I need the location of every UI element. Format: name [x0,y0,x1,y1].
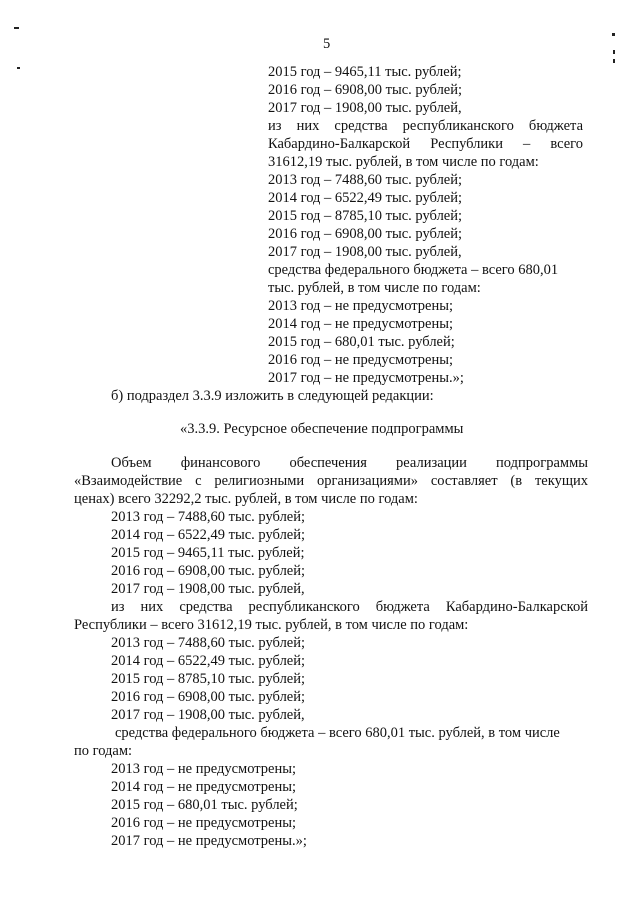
years3-line-4: 2016 год – не предусмотрены; [111,815,297,831]
years1-line-5: 2017 год – 1908,00 тыс. рублей, [111,581,305,597]
years3-line-5: 2017 год – не предусмотрены.»; [111,833,307,849]
years2-line-5: 2017 год – 1908,00 тыс. рублей, [111,707,305,723]
para1-line-2: «Взаимодействие с религиозными организациями» составляет (в текущих [74,473,588,489]
upper-line-9: 2015 год – 8785,10 тыс. рублей; [268,208,463,224]
years1-line-1: 2013 год – 7488,60 тыс. рублей; [111,509,306,525]
years1-line-3: 2015 год – 9465,11 тыс. рублей; [111,545,305,561]
years1-line-4: 2016 год – 6908,00 тыс. рублей; [111,563,306,579]
amendment-instruction: б) подраздел 3.3.9 изложить в следующей редакции: [111,388,434,404]
years1-line-2: 2014 год – 6522,49 тыс. рублей; [111,527,306,543]
upper-line-5: Кабардино-Балкарской Республики – всего [268,136,583,152]
upper-line-17: 2016 год – не предусмотрены; [268,352,454,368]
upper-line-3: 2017 год – 1908,00 тыс. рублей, [268,100,462,116]
upper-line-1: 2015 год – 9465,11 тыс. рублей; [268,64,462,80]
upper-line-7: 2013 год – 7488,60 тыс. рублей; [268,172,463,188]
upper-line-15: 2014 год – не предусмотрены; [268,316,454,332]
years2-line-4: 2016 год – 6908,00 тыс. рублей; [111,689,306,705]
scan-mark [613,59,615,63]
years3-line-3: 2015 год – 680,01 тыс. рублей; [111,797,298,813]
upper-line-6: 31612,19 тыс. рублей, в том числе по годам: [268,154,539,170]
upper-line-14: 2013 год – не предусмотрены; [268,298,454,314]
upper-line-16: 2015 год – 680,01 тыс. рублей; [268,334,455,350]
para2-line-2: Республики – всего 31612,19 тыс. рублей, в том числе по годам: [74,617,469,633]
upper-line-4: из них средства республиканского бюджета [268,118,583,134]
years2-line-1: 2013 год – 7488,60 тыс. рублей; [111,635,306,651]
page-number: 5 [323,36,331,52]
upper-line-2: 2016 год – 6908,00 тыс. рублей; [268,82,463,98]
years2-line-2: 2014 год – 6522,49 тыс. рублей; [111,653,306,669]
para3-line-1: средства федерального бюджета – всего 680,01 тыс. рублей, в том числе [115,725,560,741]
years3-line-1: 2013 год – не предусмотрены; [111,761,297,777]
scan-mark [612,33,615,36]
upper-line-11: 2017 год – 1908,00 тыс. рублей, [268,244,462,260]
scan-mark [17,67,20,69]
years2-line-3: 2015 год – 8785,10 тыс. рублей; [111,671,306,687]
para2-line-1: из них средства республиканского бюджета Кабардино-Балкарской [111,599,588,615]
upper-line-12: средства федерального бюджета – всего 680,01 [268,262,559,278]
para1-line-3: ценах) всего 32292,2 тыс. рублей, в том числе по годам: [74,491,418,507]
upper-line-8: 2014 год – 6522,49 тыс. рублей; [268,190,463,206]
scan-mark [14,27,19,29]
upper-line-13: тыс. рублей, в том числе по годам: [268,280,481,296]
years3-line-2: 2014 год – не предусмотрены; [111,779,297,795]
para1-line-1: Объем финансового обеспечения реализации подпрограммы [111,455,588,471]
upper-line-10: 2016 год – 6908,00 тыс. рублей; [268,226,463,242]
section-heading: «3.3.9. Ресурсное обеспечение подпрограммы [180,421,464,437]
upper-line-18: 2017 год – не предусмотрены.»; [268,370,464,386]
para3-line-2: по годам: [74,743,133,759]
scan-mark [613,50,615,54]
